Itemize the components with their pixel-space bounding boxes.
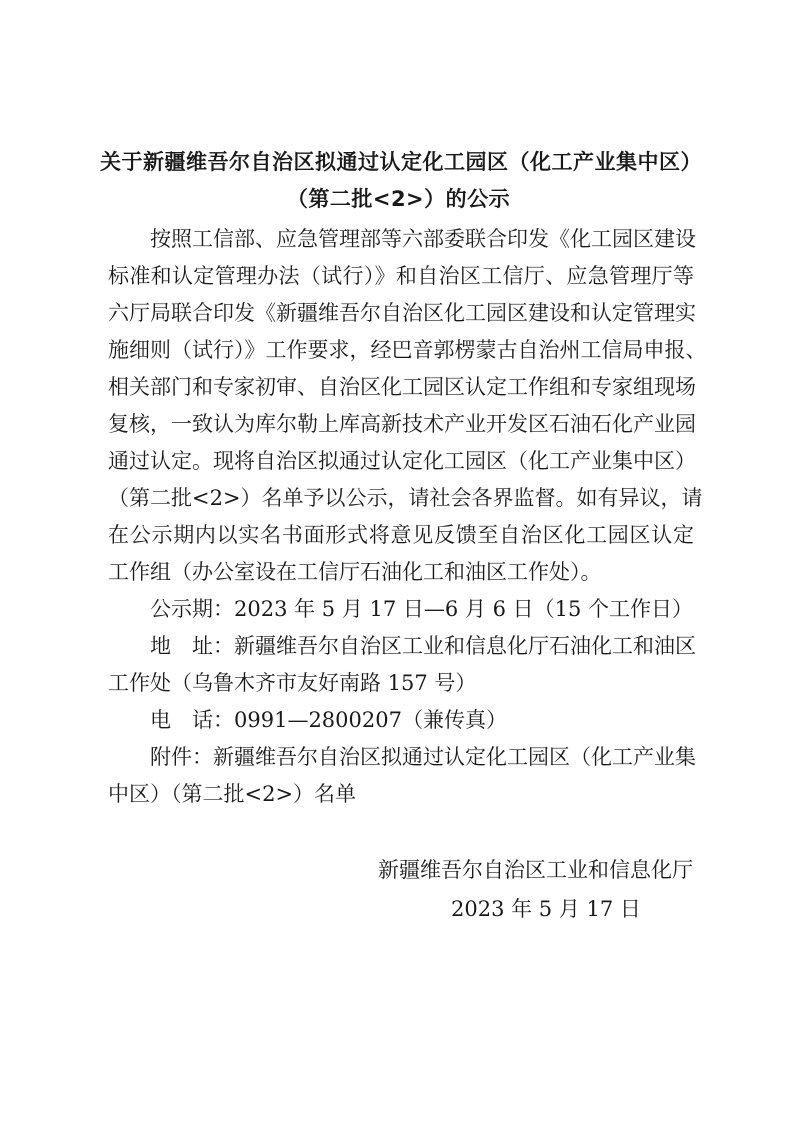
attachment-line-continued: 中区）（第二批<2>）名单 <box>108 782 357 806</box>
document-title-line-1: 关于新疆维吾尔自治区拟通过认定化工园区（化工产业集中区） <box>100 150 702 174</box>
paragraph-line: 工作组（办公室设在工信厅石油化工和油区工作处）。 <box>108 560 602 584</box>
paragraph-line: 通过认定。现将自治区拟通过认定化工园区（化工产业集中区） <box>108 449 696 473</box>
notice-period: 公示期：2023 年 5 月 17 日—6 月 6 日（15 个工作日） <box>150 597 694 621</box>
signature-organization: 新疆维吾尔自治区工业和信息化厅 <box>378 858 693 882</box>
attachment-line: 附件：新疆维吾尔自治区拟通过认定化工园区（化工产业集 <box>150 745 696 769</box>
signature-date: 2023 年 5 月 17 日 <box>451 897 641 921</box>
paragraph-line: 标准和认定管理办法（试行）》和自治区工信厅、应急管理厅等 <box>108 264 694 288</box>
address-line-continued: 工作处（乌鲁木齐市友好南路 157 号） <box>108 671 477 695</box>
paragraph-line: 施细则（试行）》工作要求，经巴音郭楞蒙古自治州工信局申报、 <box>108 338 707 362</box>
address-line: 地 址：新疆维吾尔自治区工业和信息化厅石油化工和油区 <box>150 634 696 658</box>
phone-line: 电 话：0991—2800207（兼传真） <box>150 708 507 732</box>
paragraph-line: （第二批<2>）名单予以公示，请社会各界监督。如有异议，请 <box>108 486 703 510</box>
paragraph-line: 相关部门和专家初审、自治区化工园区认定工作组和专家组现场 <box>108 375 696 399</box>
paragraph-line: 复核，一致认为库尔勒上库高新技术产业开发区石油石化产业园 <box>108 412 696 436</box>
paragraph-line: 六厅局联合印发《新疆维吾尔自治区化工园区建设和认定管理实 <box>108 301 696 325</box>
document-title-line-2: （第二批<2>）的公示 <box>286 187 511 211</box>
paragraph-line: 在公示期内以实名书面形式将意见反馈至自治区化工园区认定 <box>108 523 694 547</box>
paragraph-line: 按照工信部、应急管理部等六部委联合印发《化工园区建设 <box>150 227 696 251</box>
